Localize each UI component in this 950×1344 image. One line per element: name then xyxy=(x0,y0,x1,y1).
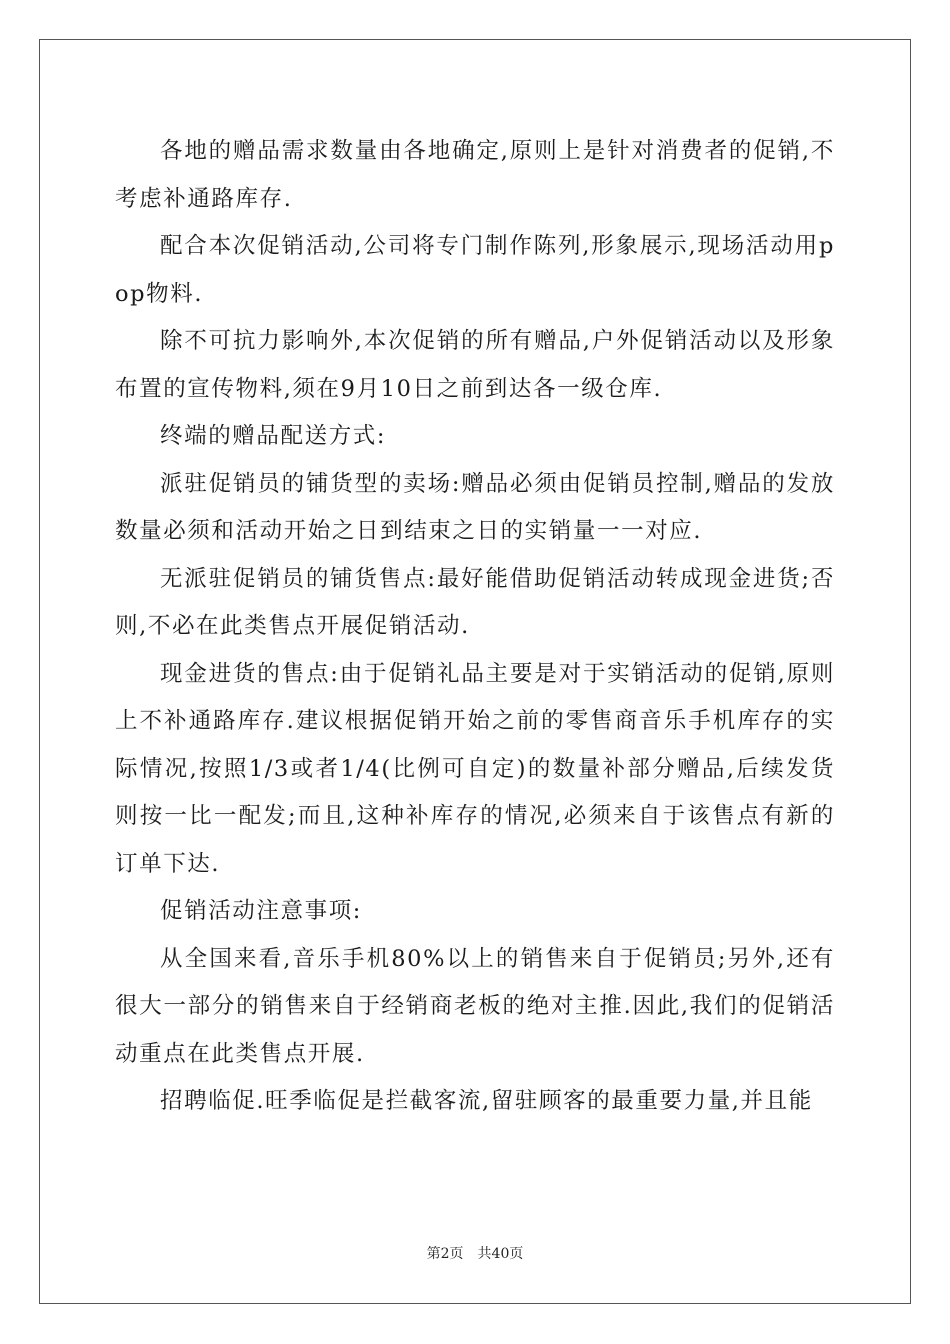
paragraph: 派驻促销员的铺货型的卖场:赠品必须由促销员控制,赠品的发放数量必须和活动开始之日到结束之日的实销量一一对应. xyxy=(115,470,835,544)
paragraph: 无派驻促销员的铺货售点:最好能借助促销活动转成现金进货;否则,不必在此类售点开展促销活动. xyxy=(115,565,835,639)
paragraph: 终端的赠品配送方式: xyxy=(160,423,387,449)
page-number: 第2页 xyxy=(426,1246,464,1262)
paragraph: 配合本次促销活动,公司将专门制作陈列,形象展示,现场活动用pop物料. xyxy=(115,233,835,307)
page-footer xyxy=(0,1244,950,1264)
paragraph: 促销活动注意事项: xyxy=(160,898,362,924)
page-total: 共40页 xyxy=(477,1246,524,1262)
paragraph: 现金进货的售点:由于促销礼品主要是对于实销活动的促销,原则上不补通路库存.建议根据促销开始之前的零售商音乐手机库存的实际情况,按照1/3或者1/4(比例可自定)的数量补部分赠品,后续发货则按一比一配发;而且,这种补库存的情况,必须来自于该售点有新的订单下达. xyxy=(115,660,835,877)
document-body xyxy=(115,128,835,1126)
paragraph: 招聘临促.旺季临促是拦截客流,留驻顾客的最重要力量,并且能 xyxy=(160,1088,813,1114)
paragraph: 除不可抗力影响外,本次促销的所有赠品,户外促销活动以及形象布置的宣传物料,须在9月10日之前到达各一级仓库. xyxy=(115,328,835,402)
paragraph: 从全国来看,音乐手机80%以上的销售来自于促销员;另外,还有很大一部分的销售来自于经销商老板的绝对主推.因此,我们的促销活动重点在此类售点开展. xyxy=(115,945,835,1067)
paragraph: 各地的赠品需求数量由各地确定,原则上是针对消费者的促销,不考虑补通路库存. xyxy=(115,138,835,212)
